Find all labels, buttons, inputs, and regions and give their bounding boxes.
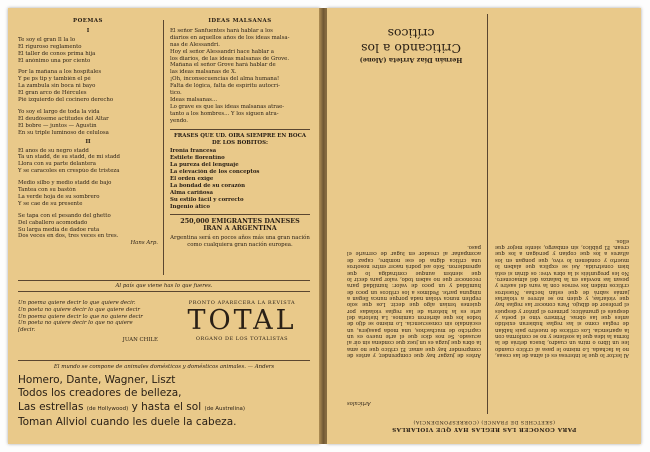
text-line: tanto a los hombres... Y los siguen atra- (170, 110, 279, 117)
divider (170, 214, 310, 215)
verse-line: Dos veces en dos, tres veces en tres. (18, 233, 119, 240)
section-number: I (86, 27, 90, 34)
text-line: yendo. (170, 117, 189, 124)
verse-line: Medio silbo y medio stadd de bajo (18, 180, 112, 187)
verse-line: Tantea con su bastón (18, 187, 76, 194)
left-page (8, 8, 320, 444)
text-line: Falta de lógica, falta de espíritu autocrí- (170, 83, 280, 90)
verse-line: El riguroso reglamento (18, 43, 82, 50)
verse-line: El taller de conos prima hija (18, 50, 96, 57)
homero-fragment: Las estrellas (18, 400, 84, 413)
poemas-column (18, 18, 158, 247)
text-line: tico. (170, 90, 182, 97)
text-line: los diarios, de las ideas malsanas de Grove. (170, 55, 290, 62)
text-line: Ideas malsanas... (170, 96, 218, 103)
article-column-2: Antes de juzgar hay que comprender, y antes de comprender hay que amar. El crítico que no ama la obra que juzga es un juez que condena sin oír al acusado. Se nos dice que el arte nuevo es un capricho de muchachos, una moda pasajera, un escándalo sin consecuencia. Lo mismo se dijo de todos los que abrieron caminos. La historia del arte es la historia de las reglas violadas por quienes tenían algo que decir. Los que solo repiten nunca violan nada porque nunca llegan a ninguna parte. Pedimos a los críticos un poco de humildad y un poco de valor: humildad para reconocer que no saben todo, valor para decir lo que sienten aunque contradiga lo que aprendieron. Solo así podrá nacer entre nosotros una crítica digna de ese nombre, capaz de acompañar al creador en lugar de cerrarle el paso. (347, 244, 481, 358)
verse-line: Se tapa con el pesando del ghetto (18, 212, 111, 219)
total-title: TOTAL (187, 305, 297, 336)
section-label: Artículos (347, 400, 371, 406)
article-author: Hernán Díaz Arrieta (Alone) (359, 56, 463, 64)
text-line: Un poema quiere decir lo que quiere decir. (18, 300, 136, 306)
poemas-title: POEMAS (73, 18, 103, 24)
uno-poema-block (18, 300, 158, 344)
emigrantes-title: 250,000 EMIGRANTES DANESES IRAN A ARGENTINA (180, 216, 300, 233)
total-ad (176, 300, 308, 342)
emigrantes-text: Argentina será en pocos años más una gran nación como cualquiera gran nación europea. (170, 234, 310, 248)
frase-item: La elevación de los conceptos (170, 169, 260, 176)
frases-title: FRASES QUE UD. OIRA SIEMPRE EN BOCA DE LOS BOBITOS: (170, 129, 310, 147)
poem-part-1 (18, 37, 158, 137)
article-title: Criticando a los críticos (361, 26, 461, 56)
frase-item: Su estilo fácil y correcto (170, 196, 244, 203)
verse-line: Llora con su parte delantera (18, 161, 96, 168)
verse-line: Te soy el gran Il la lo (18, 36, 76, 43)
running-head (337, 419, 631, 432)
column-divider (487, 14, 488, 414)
running-head-sub: (SKETCHES DE FRANCE) (CORRESPONDENCIA) (413, 419, 555, 424)
frase-item: Estilete florentino (170, 155, 225, 162)
homero-line: Homero, Dante, Wagner, Liszt (18, 374, 176, 386)
homero-line (18, 401, 310, 416)
text-line: ¡Oh, inconsecuencias del alma humana! (170, 76, 280, 83)
text-line: Un poema quiere decir lo que no quiere decir (18, 313, 143, 320)
upside-down-page (327, 8, 641, 444)
text-line: [decir. (18, 327, 36, 334)
verse-line: El anónimo una por ciento (18, 57, 91, 64)
frase-item: Ironia francesa (170, 148, 217, 155)
verse-line: Del caballero acomodado (18, 219, 88, 226)
frase-item: La bondad de su corazón (170, 182, 246, 189)
verse-line: La zambula sin boca ni bayo (18, 83, 96, 90)
homero-line: Toman Allviol cuando les duele la cabeza. (18, 416, 237, 429)
text-line: El señor Sanfuentes hará hablar a los (170, 27, 273, 34)
running-head-main: PARA CONOCER LAS REGLAS HAY QUE VIOLARLAS (391, 426, 577, 432)
frase-item: El orden exige (170, 176, 214, 183)
poem-part-2 (18, 148, 158, 241)
homero-fragment: (de Hollywood) (86, 405, 129, 412)
ideas-title: IDEAS MALSANAS (208, 18, 272, 24)
frase-item: Ingenio ático (170, 203, 210, 210)
uno-lines (18, 300, 158, 334)
poem-signature: Hans Arp. (130, 240, 158, 247)
frase-item: Alma cariñosa (170, 189, 214, 196)
section-number: II (85, 138, 91, 145)
verse-line: En su triple luminoso de celulosa (18, 129, 109, 136)
mundo-line: El mundo se compone de animales domésticos y domésticos animales. — Anders (18, 360, 310, 370)
pais-line: Al país que viene has lo que fueres. (18, 280, 310, 292)
text-line: diarios en aquellos años de los ideas malsa- (170, 34, 290, 41)
homero-line: Todos los creadores de belleza, (18, 387, 182, 400)
text-line: Mañana el señor Grove hará hablar de (170, 62, 276, 69)
verse-line: Por la mañana a los hospitales (18, 69, 102, 76)
verse-line: Y pe ps tip y también el pé (18, 76, 91, 83)
verse-line: Y se cae de su presente (18, 200, 83, 207)
verse-line: Ta un stadd, de su stadd, de mi stadd (18, 154, 120, 161)
verse-line: El bobre — juntos — Agustín (18, 122, 97, 129)
verse-line: El gran arco de Hércules (18, 90, 87, 97)
verse-line: El deudóseme actitudes del Altar (18, 115, 109, 122)
right-page (327, 8, 641, 444)
verse-line: El anos de su negro stadd (18, 147, 89, 154)
ideas-text (170, 28, 310, 125)
homero-fragment: (de Austrelina) (204, 405, 246, 412)
text-line: Un poeta no quiere decir lo que no quiere (18, 320, 133, 327)
text-line: las ideas malsanas de X. (170, 69, 237, 76)
verse-line: Y se caracoles en crespúo de tristeza (18, 168, 120, 175)
text-line: Hoy el señor Alessandri hace hablar a (170, 48, 274, 55)
ideas-column (170, 18, 310, 249)
verse-line: Yo soy el largo de toda la vida (18, 108, 100, 115)
article-column-1: Al lector lo que le interesa es el alma de las cosas, no la fachada. Lo mismo le pasa al crítico cuando lee un libro o mira un cuadro, busca detrás de la forma la idea que la sostiene y no se conforma con la apariencia. Los críticos de nuestro país hablan de reglas como si las reglas hubieran existido antes que las obras. Primero vino el poeta y después el gramático; primero el pintor y después el profesor de dibujo. Para conocer las reglas hay que violarlas, y quien no se atreve a violarlas jamás sabrá de qué están hechas. Nuestros críticos miden los versos con la vara del sastre y pesan las novelas en la balanza del almacenero. No les preguntéis si la obra vive: os dirán si está bien construida. Así se explica que alaben lo muerto y condenen lo vivo, que pongan en los altares a los que copian y persigan a los que crean. El público, sin embargo, siente mejor que ellos. (495, 237, 629, 358)
frase-item: La pureza del lenguaje (170, 162, 239, 169)
total-subtitle: ORGANO DE LOS TOTALISTAS (195, 336, 289, 342)
frases-list (170, 148, 310, 210)
article-heading (341, 26, 481, 66)
verse-line: Pié izquierdo del cocinero derecho (18, 97, 114, 104)
column-divider (163, 20, 164, 275)
total-pre: PRONTO APARECERA LA REVISTA (188, 300, 296, 306)
uno-signature: JUAN CHILE (122, 336, 158, 343)
text-line: nas de Alessandri. (170, 41, 221, 48)
homero-verse (18, 374, 310, 430)
text-line: Lo grave es que las ideas malsanas atrae- (170, 103, 285, 110)
verse-line: La verde hoja de su sombrero (18, 193, 100, 200)
verse-line: Su larga media de dadoe ruta (18, 226, 100, 233)
homero-fragment: y hasta el sol (131, 400, 202, 413)
text-line: Un poeta no quiere decir lo que quiere decir (18, 306, 140, 313)
